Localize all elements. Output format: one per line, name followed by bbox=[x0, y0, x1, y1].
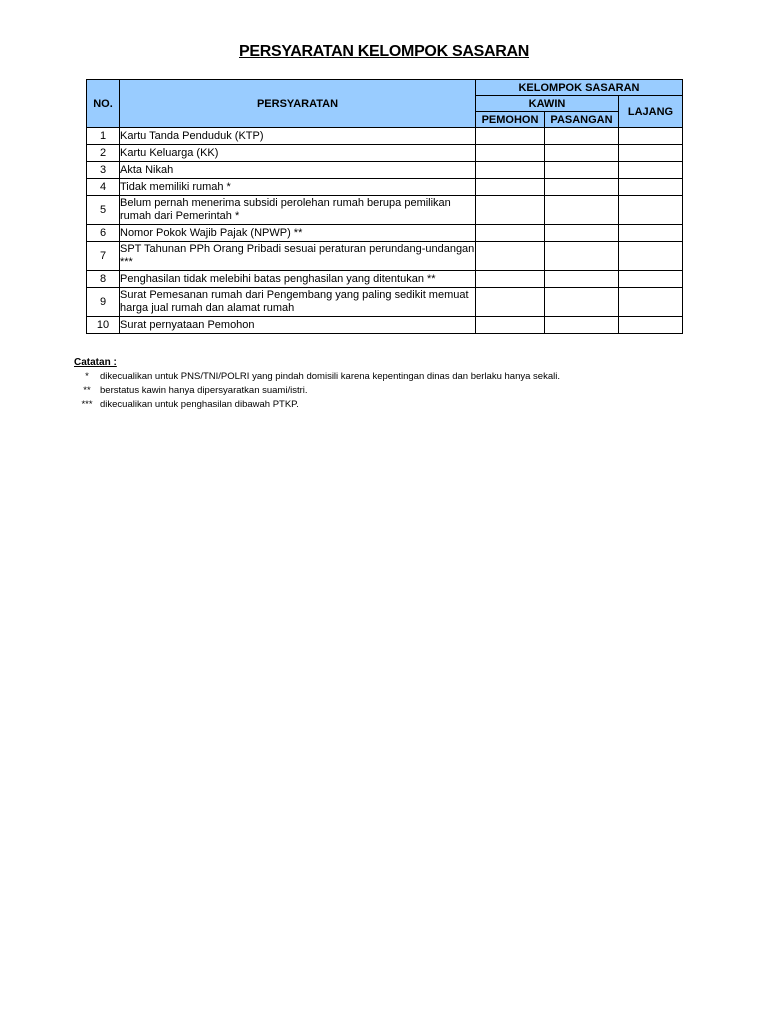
note-item bbox=[74, 384, 560, 398]
pasangan-cell bbox=[545, 317, 619, 334]
pasangan-cell bbox=[545, 288, 619, 317]
lajang-cell bbox=[619, 128, 683, 145]
requirement-text: Kartu Tanda Penduduk (KTP) bbox=[120, 128, 476, 145]
header-lajang: LAJANG bbox=[619, 96, 683, 128]
note-text: berstatus kawin hanya dipersyaratkan suami/istri. bbox=[100, 385, 308, 396]
lajang-cell bbox=[619, 162, 683, 179]
table-row bbox=[87, 179, 683, 196]
requirements-body bbox=[87, 128, 683, 334]
pemohon-cell bbox=[476, 242, 545, 271]
row-number: 4 bbox=[87, 179, 120, 196]
requirement-text: SPT Tahunan PPh Orang Pribadi sesuai peraturan perundang-undangan *** bbox=[120, 242, 476, 271]
table-row bbox=[87, 145, 683, 162]
note-text: dikecualikan untuk penghasilan dibawah PTKP. bbox=[100, 399, 299, 410]
note-text: dikecualikan untuk PNS/TNI/POLRI yang pindah domisili karena kepentingan dinas dan berlaku hanya sekali. bbox=[100, 371, 560, 382]
pemohon-cell bbox=[476, 225, 545, 242]
header-kelompok-sasaran: KELOMPOK SASARAN bbox=[476, 80, 683, 96]
table-row bbox=[87, 225, 683, 242]
requirement-text: Nomor Pokok Wajib Pajak (NPWP) ** bbox=[120, 225, 476, 242]
pemohon-cell bbox=[476, 288, 545, 317]
note-item bbox=[74, 398, 560, 412]
notes-heading: Catatan : bbox=[74, 357, 117, 368]
table-row bbox=[87, 162, 683, 179]
requirement-text: Surat Pemesanan rumah dari Pengembang yang paling sedikit memuat harga jual rumah dan alamat rumah bbox=[120, 288, 476, 317]
header-pemohon: PEMOHON bbox=[476, 112, 545, 128]
header-persyaratan: PERSYARATAN bbox=[120, 80, 476, 128]
row-number: 6 bbox=[87, 225, 120, 242]
row-number: 10 bbox=[87, 317, 120, 334]
note-mark: * bbox=[85, 371, 89, 382]
lajang-cell bbox=[619, 242, 683, 271]
note-mark: *** bbox=[81, 399, 93, 410]
requirement-text: Akta Nikah bbox=[120, 162, 476, 179]
table-row bbox=[87, 128, 683, 145]
page-title: PERSYARATAN KELOMPOK SASARAN bbox=[239, 43, 529, 60]
lajang-cell bbox=[619, 179, 683, 196]
header-no: NO. bbox=[87, 80, 120, 128]
table-row bbox=[87, 288, 683, 317]
pasangan-cell bbox=[545, 145, 619, 162]
pasangan-cell bbox=[545, 196, 619, 225]
lajang-cell bbox=[619, 225, 683, 242]
notes-section bbox=[74, 356, 560, 412]
pasangan-cell bbox=[545, 271, 619, 288]
lajang-cell bbox=[619, 145, 683, 162]
pasangan-cell bbox=[545, 242, 619, 271]
row-number: 9 bbox=[87, 288, 120, 317]
table-row bbox=[87, 242, 683, 271]
requirement-text: Surat pernyataan Pemohon bbox=[120, 317, 476, 334]
lajang-cell bbox=[619, 317, 683, 334]
header-pasangan: PASANGAN bbox=[545, 112, 619, 128]
requirements-table bbox=[86, 79, 683, 334]
pemohon-cell bbox=[476, 145, 545, 162]
row-number: 3 bbox=[87, 162, 120, 179]
row-number: 2 bbox=[87, 145, 120, 162]
pasangan-cell bbox=[545, 128, 619, 145]
pemohon-cell bbox=[476, 317, 545, 334]
pemohon-cell bbox=[476, 271, 545, 288]
lajang-cell bbox=[619, 288, 683, 317]
requirement-text: Penghasilan tidak melebihi batas penghasilan yang ditentukan ** bbox=[120, 271, 476, 288]
row-number: 7 bbox=[87, 242, 120, 271]
table-row bbox=[87, 317, 683, 334]
row-number: 5 bbox=[87, 196, 120, 225]
row-number: 8 bbox=[87, 271, 120, 288]
table-row bbox=[87, 271, 683, 288]
pemohon-cell bbox=[476, 128, 545, 145]
pasangan-cell bbox=[545, 162, 619, 179]
lajang-cell bbox=[619, 196, 683, 225]
pasangan-cell bbox=[545, 225, 619, 242]
pemohon-cell bbox=[476, 162, 545, 179]
note-item bbox=[74, 370, 560, 384]
lajang-cell bbox=[619, 271, 683, 288]
requirement-text: Kartu Keluarga (KK) bbox=[120, 145, 476, 162]
header-kawin: KAWIN bbox=[476, 96, 619, 112]
pemohon-cell bbox=[476, 196, 545, 225]
note-mark: ** bbox=[83, 385, 91, 396]
row-number: 1 bbox=[87, 128, 120, 145]
requirement-text: Belum pernah menerima subsidi perolehan rumah berupa pemilikan rumah dari Pemerintah * bbox=[120, 196, 476, 225]
pasangan-cell bbox=[545, 179, 619, 196]
pemohon-cell bbox=[476, 179, 545, 196]
requirement-text: Tidak memiliki rumah * bbox=[120, 179, 476, 196]
table-row bbox=[87, 196, 683, 225]
